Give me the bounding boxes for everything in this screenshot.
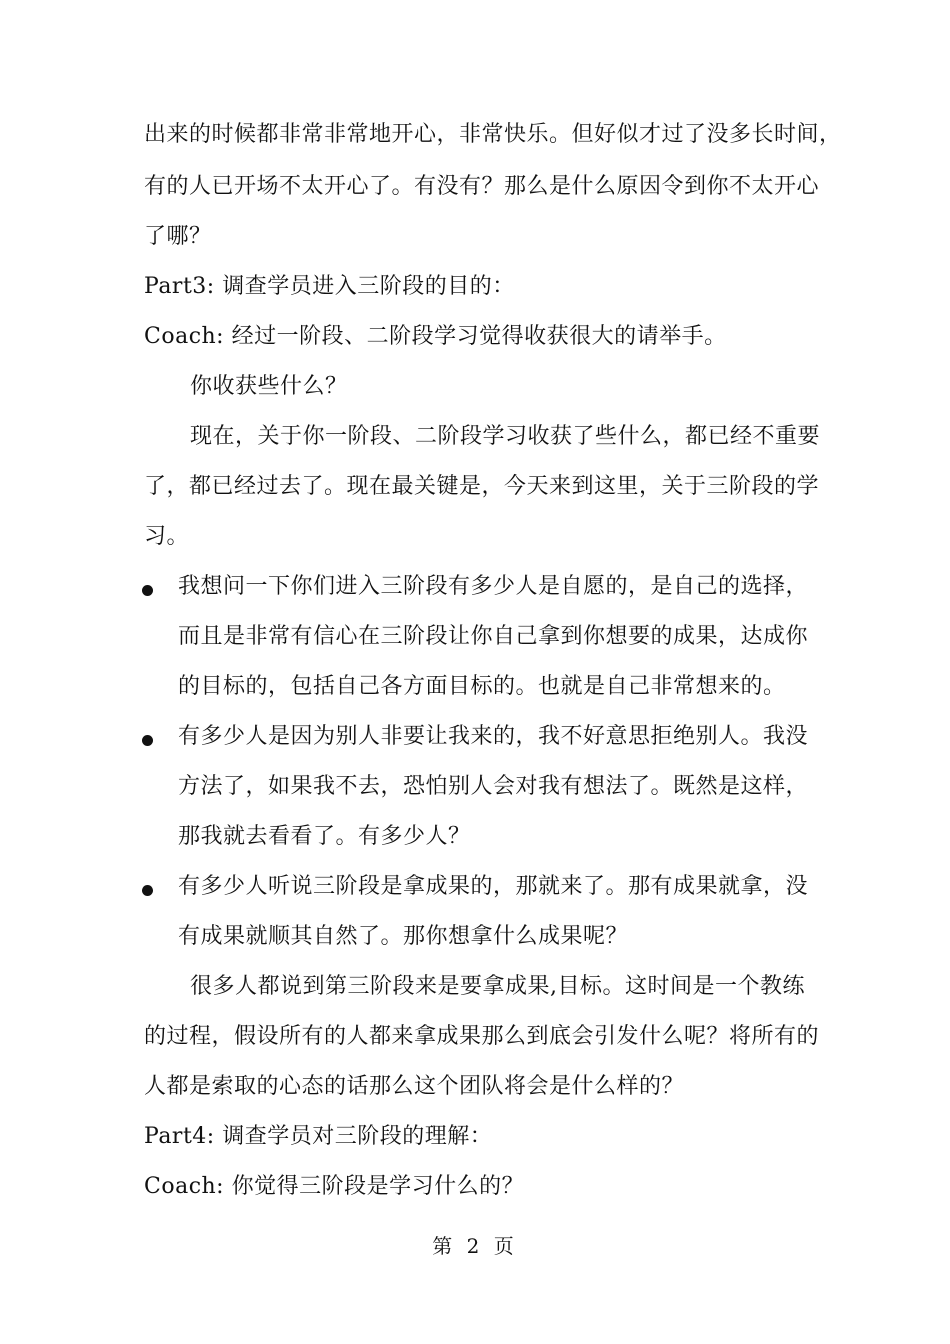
bullet-item-3-line: 有多少人听说三阶段是拿成果的，那就来了。那有成果就拿，没 xyxy=(178,874,809,899)
text-line: 了哪？ xyxy=(144,224,212,249)
bullet-item-1-line: 的目标的，包括自己各方面目标的。也就是自己非常想来的。 xyxy=(178,674,786,699)
paragraph-start: 现在，关于你一阶段、二阶段学习收获了些什么，都已经不重要 xyxy=(190,424,821,449)
text-line: 有的人已开场不太开心了。有没有？那么是什么原因令到你不太开心 xyxy=(144,174,820,199)
bullet-item-1-line: 而且是非常有信心在三阶段让你自己拿到你想要的成果，达成你 xyxy=(178,624,809,649)
section-heading-part4: Part4: 调查学员对三阶段的理解： xyxy=(144,1124,493,1149)
bullet-item-2-line: 方法了，如果我不去，恐怕别人会对我有想法了。既然是这样， xyxy=(178,774,809,799)
bullet-icon xyxy=(142,885,153,896)
text-line: 人都是索取的心态的话那么这个团队将会是什么样的？ xyxy=(144,1074,685,1099)
bullet-icon xyxy=(142,735,153,746)
text-line: 了，都已经过去了。现在最关键是，今天来到这里，关于三阶段的学 xyxy=(144,474,820,499)
bullet-item-2-line: 那我就去看看了。有多少人？ xyxy=(178,824,471,849)
text-line: 你收获些什么？ xyxy=(190,374,348,399)
bullet-icon xyxy=(142,585,153,596)
coach-line: Coach: 经过一阶段、二阶段学习觉得收获很大的请举手。 xyxy=(144,324,727,349)
coach-line: Coach: 你觉得三阶段是学习什么的？ xyxy=(144,1174,525,1199)
bullet-item-2-line: 有多少人是因为别人非要让我来的，我不好意思拒绝别人。我没 xyxy=(178,724,809,749)
text-line: 习。 xyxy=(144,524,190,549)
text-line: 出来的时候都非常非常地开心，非常快乐。但好似才过了没多长时间， xyxy=(144,122,842,147)
text-line: 的过程，假设所有的人都来拿成果那么到底会引发什么呢？将所有的 xyxy=(144,1024,820,1049)
bullet-item-1-line: 我想问一下你们进入三阶段有多少人是自愿的，是自己的选择， xyxy=(178,574,809,599)
bullet-item-3-line: 有成果就顺其自然了。那你想拿什么成果呢？ xyxy=(178,924,629,949)
section-heading-part3: Part3: 调查学员进入三阶段的目的： xyxy=(144,274,515,299)
paragraph-start: 很多人都说到第三阶段来是要拿成果,目标。这时间是一个教练 xyxy=(190,974,805,999)
page-number: 第 2 页 xyxy=(432,1234,518,1258)
